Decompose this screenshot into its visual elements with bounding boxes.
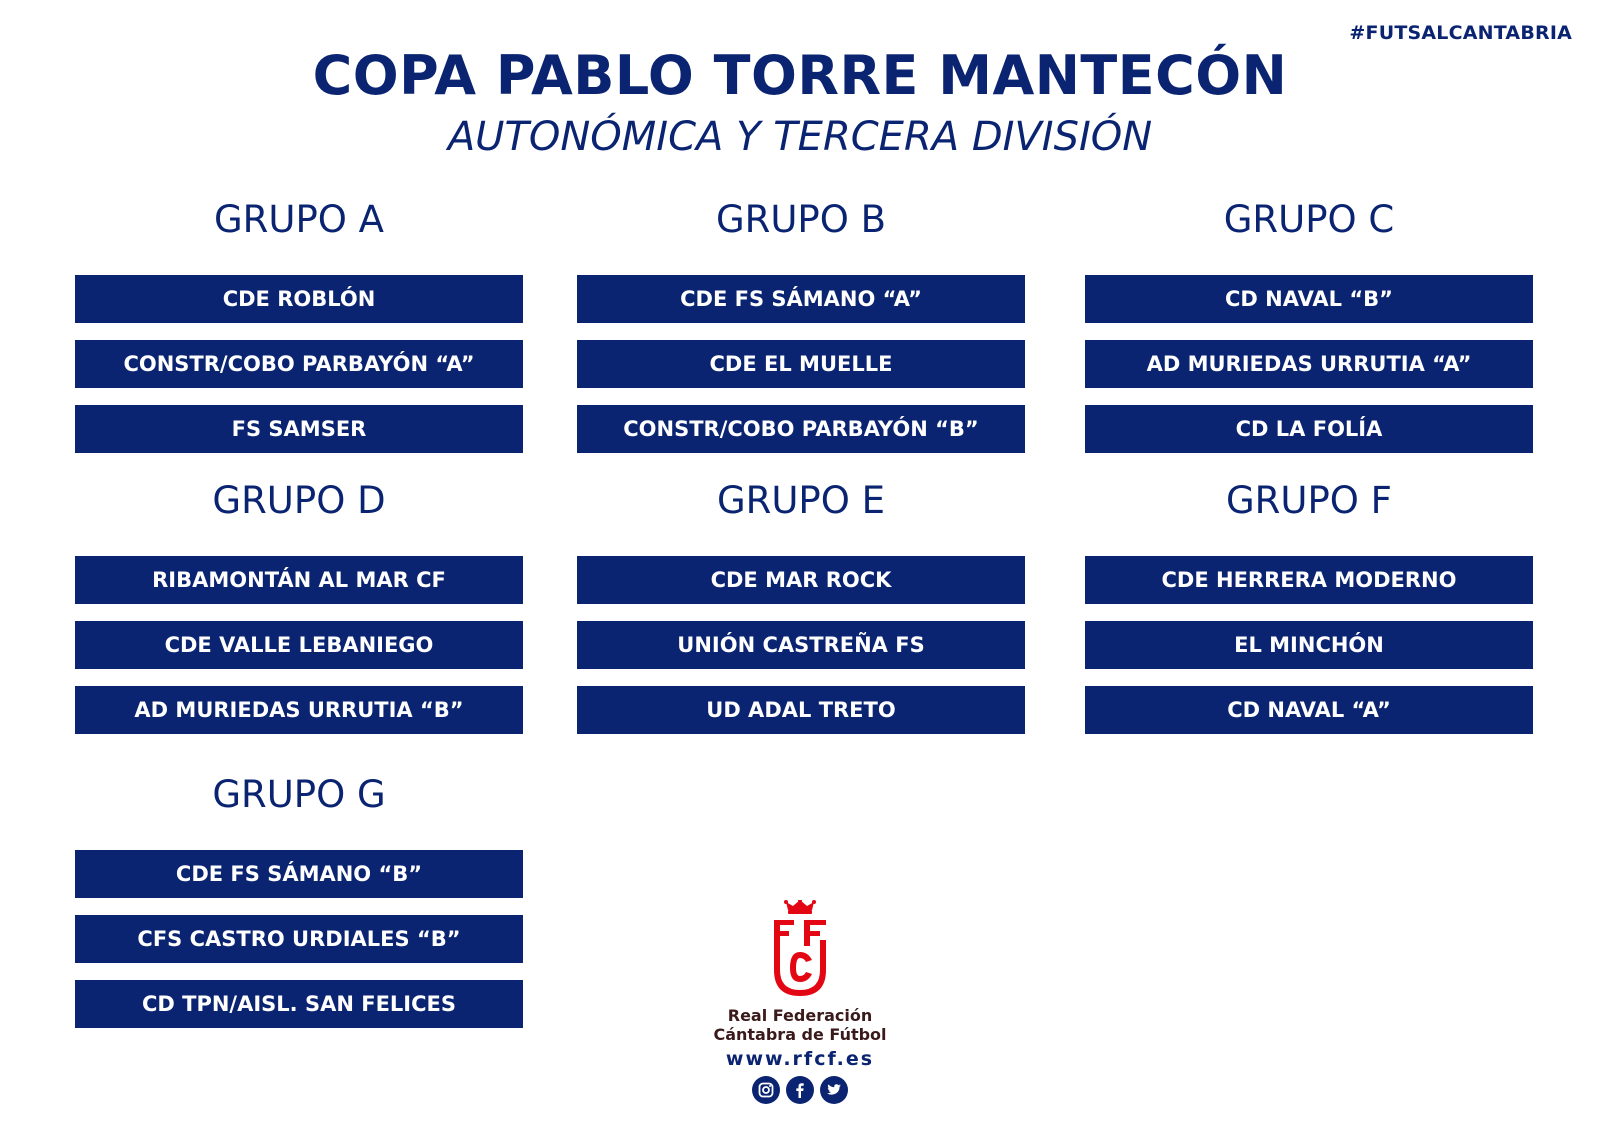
group-e [577, 479, 1025, 751]
team-box: CONSTR/COBO PARBAYÓN “A” [75, 340, 523, 388]
team-box: RIBAMONTÁN AL MAR CF [75, 556, 523, 604]
twitter-icon[interactable] [820, 1076, 848, 1104]
page-subtitle: AUTONÓMICA Y TERCERA DIVISIÓN [447, 114, 1153, 160]
team-box: AD MURIEDAS URRUTIA “A” [1085, 340, 1533, 388]
team-box: CD NAVAL “A” [1085, 686, 1533, 734]
group-title: GRUPO G [212, 773, 386, 816]
team-box: CONSTR/COBO PARBAYÓN “B” [577, 405, 1025, 453]
facebook-icon[interactable] [786, 1076, 814, 1104]
team-box: CD NAVAL “B” [1085, 275, 1533, 323]
group-title: GRUPO C [1223, 198, 1395, 241]
team-box: FS SAMSER [75, 405, 523, 453]
group-title: GRUPO F [1226, 479, 1392, 522]
hashtag: #FUTSALCANTABRIA [1349, 22, 1572, 44]
team-box: UD ADAL TRETO [577, 686, 1025, 734]
team-box: AD MURIEDAS URRUTIA “B” [75, 686, 523, 734]
team-box: CDE FS SÁMANO “A” [577, 275, 1025, 323]
team-box: UNIÓN CASTREÑA FS [577, 621, 1025, 669]
group-f [1085, 479, 1533, 751]
team-box: EL MINCHÓN [1085, 621, 1533, 669]
team-box: CDE VALLE LEBANIEGO [75, 621, 523, 669]
instagram-icon[interactable] [752, 1076, 780, 1104]
federation-name-line2: Cántabra de Fútbol [713, 1025, 887, 1044]
team-box: CFS CASTRO URDIALES “B” [75, 915, 523, 963]
team-box: CDE HERRERA MODERNO [1085, 556, 1533, 604]
federation-footer [700, 900, 900, 1104]
team-box: CDE ROBLÓN [75, 275, 523, 323]
page-title: COPA PABLO TORRE MANTECÓN [312, 44, 1288, 107]
group-title: GRUPO A [214, 198, 384, 241]
group-d [75, 479, 523, 751]
group-b [577, 198, 1025, 470]
rfcf-logo-icon [768, 900, 832, 1000]
team-box: CDE EL MUELLE [577, 340, 1025, 388]
federation-name-line1: Real Federación [727, 1006, 873, 1025]
group-title: GRUPO B [715, 198, 887, 241]
group-title: GRUPO E [716, 479, 886, 522]
group-g [75, 773, 523, 1045]
team-box: CD TPN/AISL. SAN FELICES [75, 980, 523, 1028]
group-title: GRUPO D [212, 479, 386, 522]
team-box: CDE FS SÁMANO “B” [75, 850, 523, 898]
group-c [1085, 198, 1533, 470]
team-box: CD LA FOLÍA [1085, 405, 1533, 453]
team-box: CDE MAR ROCK [577, 556, 1025, 604]
federation-url[interactable]: www.rfcf.es [725, 1048, 875, 1070]
group-a [75, 198, 523, 470]
social-links [700, 1076, 900, 1104]
